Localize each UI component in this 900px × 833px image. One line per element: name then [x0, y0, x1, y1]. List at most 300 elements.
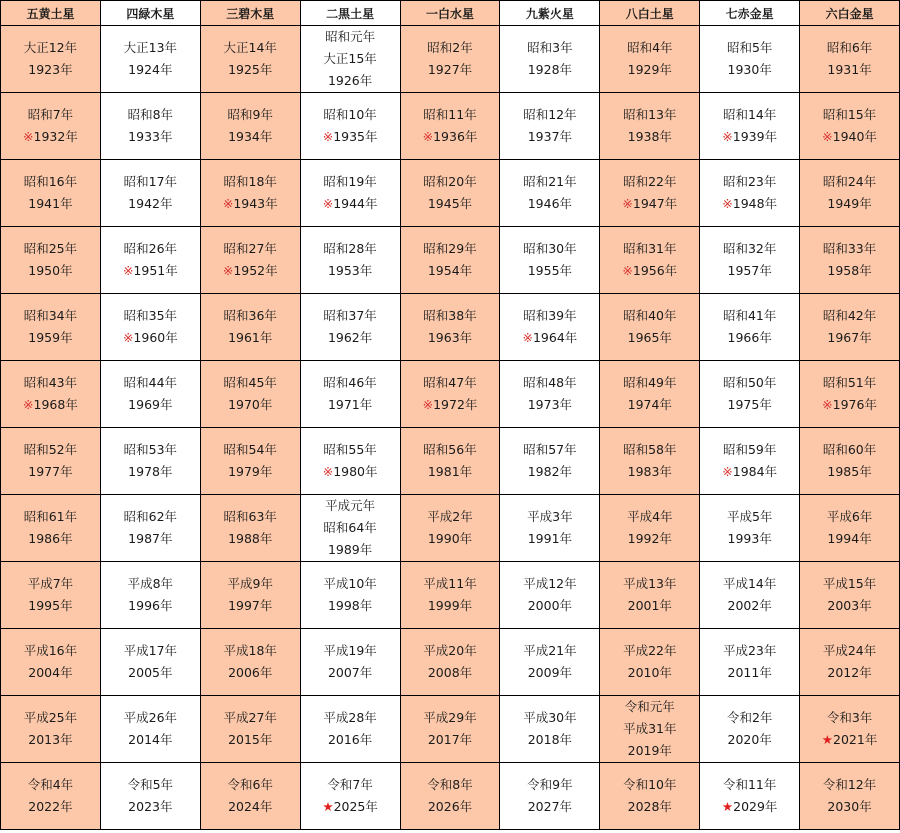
- year-text: 昭和59年: [722, 442, 777, 457]
- year-text: 1998年: [327, 598, 373, 613]
- year-text: 1924年: [128, 62, 173, 77]
- year-text: 1979年: [228, 464, 273, 479]
- year-text: 2018年: [527, 732, 573, 747]
- year-text: 昭和33年: [822, 241, 877, 256]
- year-line: [500, 461, 599, 483]
- year-line: [401, 126, 500, 148]
- year-line: [500, 774, 599, 796]
- year-line: [201, 729, 300, 751]
- year-cell: [600, 361, 700, 428]
- year-line: [201, 104, 300, 126]
- year-line: [600, 327, 699, 349]
- year-line: [500, 640, 599, 662]
- year-line: [401, 238, 500, 260]
- year-text: 2011年: [727, 665, 772, 680]
- year-text: 昭和4年: [627, 40, 673, 55]
- year-text: 昭和47年: [423, 375, 477, 390]
- year-line: [700, 305, 799, 327]
- year-line: [301, 48, 400, 70]
- year-text: 平成29年: [423, 710, 477, 725]
- year-cell: [400, 763, 500, 830]
- year-cell: [400, 629, 500, 696]
- year-line: [800, 394, 899, 416]
- year-text: 1983年: [627, 464, 672, 479]
- year-line: [700, 327, 799, 349]
- table-row: [1, 629, 900, 696]
- year-line: [1, 461, 100, 483]
- year-text: 令和8年: [427, 777, 473, 792]
- year-text: 2021年: [833, 732, 878, 747]
- year-text: 2017年: [427, 732, 473, 747]
- year-line: [600, 696, 699, 718]
- year-line: [600, 394, 699, 416]
- year-line: [101, 461, 200, 483]
- year-line: [401, 305, 500, 327]
- year-line: [800, 796, 899, 818]
- year-text: 昭和55年: [323, 442, 377, 457]
- year-text: 1982年: [527, 464, 573, 479]
- year-line: [500, 394, 599, 416]
- year-cell: [200, 160, 300, 227]
- year-text: 2014年: [128, 732, 173, 747]
- year-line: [301, 394, 400, 416]
- year-line: [600, 506, 699, 528]
- year-cell: [1, 562, 101, 629]
- year-cell: [600, 428, 700, 495]
- year-line: [101, 238, 200, 260]
- year-text: 1963年: [427, 330, 473, 345]
- year-text: 1948年: [732, 196, 778, 211]
- year-text: 1951年: [133, 263, 178, 278]
- year-line: [101, 37, 200, 59]
- year-line: [201, 171, 300, 193]
- year-text: 令和12年: [822, 777, 877, 792]
- year-line: [1, 573, 100, 595]
- year-text: 平成8年: [127, 576, 174, 591]
- year-cell: [100, 428, 200, 495]
- year-line: [301, 193, 400, 215]
- year-line: [700, 193, 799, 215]
- year-line: [301, 171, 400, 193]
- year-text: 2012年: [827, 665, 872, 680]
- year-cell: [100, 294, 200, 361]
- year-text: 2001年: [627, 598, 672, 613]
- year-line: [700, 461, 799, 483]
- year-text: 2006年: [228, 665, 273, 680]
- star-mark-icon: ★: [322, 799, 334, 814]
- year-text: 昭和3年: [527, 40, 573, 55]
- year-cell: [100, 696, 200, 763]
- year-line: [1, 238, 100, 260]
- year-cell: [1, 629, 101, 696]
- year-cell: [300, 696, 400, 763]
- column-header: 五黄土星: [1, 1, 101, 26]
- year-line: [800, 260, 899, 282]
- year-line: [800, 707, 899, 729]
- year-cell: [800, 629, 900, 696]
- column-header: 一白水星: [400, 1, 500, 26]
- year-text: 1980年: [333, 464, 378, 479]
- year-line: [500, 707, 599, 729]
- year-cell: [500, 495, 600, 562]
- year-text: 昭和7年: [27, 107, 74, 122]
- year-text: 平成10年: [323, 576, 377, 591]
- kome-mark-icon: ※: [322, 129, 334, 144]
- year-cell: [300, 160, 400, 227]
- year-text: 2029年: [733, 799, 778, 814]
- year-text: 2030年: [827, 799, 872, 814]
- year-text: 1956年: [632, 263, 678, 278]
- year-text: 1944年: [333, 196, 378, 211]
- year-line: [401, 394, 500, 416]
- year-cell: [300, 361, 400, 428]
- year-text: 平成26年: [123, 710, 178, 725]
- year-line: [500, 796, 599, 818]
- year-text: 平成12年: [523, 576, 577, 591]
- year-line: [1, 260, 100, 282]
- year-line: [301, 70, 400, 92]
- year-line: [700, 640, 799, 662]
- kome-mark-icon: ※: [222, 263, 234, 278]
- year-text: 2007年: [327, 665, 373, 680]
- year-line: [800, 729, 899, 751]
- year-line: [101, 394, 200, 416]
- year-line: [401, 729, 500, 751]
- year-line: [201, 662, 300, 684]
- table-row: [1, 294, 900, 361]
- year-line: [101, 59, 200, 81]
- year-line: [1, 707, 100, 729]
- year-cell: [100, 93, 200, 160]
- year-line: [301, 461, 400, 483]
- year-cell: [300, 227, 400, 294]
- year-text: 1987年: [128, 531, 173, 546]
- year-cell: [100, 160, 200, 227]
- year-line: [101, 640, 200, 662]
- year-line: [1, 171, 100, 193]
- year-line: [201, 595, 300, 617]
- year-line: [700, 662, 799, 684]
- year-line: [101, 439, 200, 461]
- year-text: 昭和元年: [325, 29, 376, 44]
- year-text: 昭和23年: [722, 174, 777, 189]
- year-line: [1, 439, 100, 461]
- year-text: 昭和62年: [123, 509, 178, 524]
- year-cell: [600, 93, 700, 160]
- year-line: [1, 126, 100, 148]
- year-line: [201, 372, 300, 394]
- year-line: [301, 539, 400, 561]
- year-line: [700, 796, 799, 818]
- year-text: 1923年: [28, 62, 73, 77]
- kome-mark-icon: ※: [122, 330, 134, 345]
- kome-mark-icon: ※: [622, 263, 633, 278]
- year-text: 昭和32年: [722, 241, 777, 256]
- year-cell: [700, 160, 800, 227]
- year-line: [201, 305, 300, 327]
- year-text: 2016年: [327, 732, 373, 747]
- year-text: 昭和16年: [23, 174, 78, 189]
- year-text: 2023年: [128, 799, 173, 814]
- year-line: [401, 595, 500, 617]
- year-text: 昭和39年: [523, 308, 577, 323]
- year-line: [101, 528, 200, 550]
- year-text: 1986年: [28, 531, 73, 546]
- year-text: 2003年: [827, 598, 872, 613]
- year-text: 昭和38年: [423, 308, 477, 323]
- year-text: 昭和25年: [23, 241, 78, 256]
- year-cell: [700, 361, 800, 428]
- year-text: 平成17年: [123, 643, 178, 658]
- year-line: [1, 506, 100, 528]
- year-text: 昭和36年: [223, 308, 277, 323]
- year-text: 1952年: [233, 263, 278, 278]
- year-text: 平成21年: [523, 643, 577, 658]
- year-text: 昭和21年: [523, 174, 577, 189]
- year-line: [401, 59, 500, 81]
- year-text: 1964年: [532, 330, 578, 345]
- year-text: 昭和30年: [523, 241, 577, 256]
- year-text: 平成5年: [726, 509, 773, 524]
- year-line: [500, 260, 599, 282]
- year-cell: [100, 361, 200, 428]
- year-line: [500, 104, 599, 126]
- year-text: 大正14年: [223, 40, 277, 55]
- table-row: [1, 562, 900, 629]
- year-cell: [800, 495, 900, 562]
- year-line: [700, 126, 799, 148]
- star-mark-icon: ★: [821, 732, 834, 747]
- year-line: [600, 104, 699, 126]
- year-line: [500, 59, 599, 81]
- year-text: 1938年: [627, 129, 672, 144]
- year-line: [600, 718, 699, 740]
- year-line: [401, 260, 500, 282]
- year-text: 1984年: [732, 464, 778, 479]
- year-text: 1943年: [233, 196, 278, 211]
- kome-mark-icon: ※: [222, 196, 234, 211]
- year-cell: [700, 26, 800, 93]
- year-text: 1931年: [827, 62, 872, 77]
- year-line: [700, 59, 799, 81]
- year-line: [101, 595, 200, 617]
- year-line: [500, 439, 599, 461]
- year-text: 1928年: [527, 62, 573, 77]
- year-line: [600, 193, 699, 215]
- year-line: [101, 171, 200, 193]
- year-text: 昭和40年: [623, 308, 677, 323]
- year-text: 2027年: [527, 799, 573, 814]
- year-line: [600, 740, 699, 762]
- year-text: 令和4年: [27, 777, 74, 792]
- year-cell: [1, 93, 101, 160]
- year-text: 1974年: [627, 397, 672, 412]
- year-line: [700, 104, 799, 126]
- year-text: 昭和24年: [822, 174, 877, 189]
- year-text: 1967年: [827, 330, 872, 345]
- year-text: 昭和17年: [123, 174, 178, 189]
- year-line: [600, 59, 699, 81]
- year-line: [201, 461, 300, 483]
- year-cell: [200, 361, 300, 428]
- year-text: 1934年: [228, 129, 273, 144]
- year-text: 2024年: [228, 799, 273, 814]
- year-text: 1999年: [427, 598, 473, 613]
- year-text: 令和10年: [623, 777, 677, 792]
- year-text: 昭和42年: [822, 308, 877, 323]
- table-body: [1, 26, 900, 830]
- year-text: 昭和28年: [323, 241, 377, 256]
- year-text: 昭和34年: [23, 308, 78, 323]
- year-line: [700, 595, 799, 617]
- kome-mark-icon: ※: [522, 330, 533, 345]
- year-text: 1950年: [28, 263, 73, 278]
- year-line: [500, 126, 599, 148]
- year-line: [1, 796, 100, 818]
- year-text: 昭和9年: [227, 107, 273, 122]
- year-line: [800, 104, 899, 126]
- year-text: 昭和2年: [427, 40, 473, 55]
- header-row: [1, 1, 900, 26]
- year-text: 平成18年: [223, 643, 277, 658]
- year-cell: [700, 696, 800, 763]
- year-cell: [700, 428, 800, 495]
- year-line: [401, 439, 500, 461]
- year-line: [1, 305, 100, 327]
- year-line: [101, 506, 200, 528]
- year-line: [1, 37, 100, 59]
- year-line: [500, 506, 599, 528]
- year-text: 平成13年: [623, 576, 677, 591]
- year-line: [1, 729, 100, 751]
- year-text: 昭和54年: [223, 442, 277, 457]
- year-text: 1975年: [727, 397, 772, 412]
- year-line: [500, 729, 599, 751]
- year-line: [500, 193, 599, 215]
- year-cell: [400, 26, 500, 93]
- year-text: 2022年: [28, 799, 73, 814]
- year-cell: [800, 696, 900, 763]
- year-text: 平成30年: [523, 710, 577, 725]
- year-line: [301, 260, 400, 282]
- year-line: [201, 193, 300, 215]
- year-text: 昭和12年: [523, 107, 577, 122]
- year-line: [301, 595, 400, 617]
- year-cell: [200, 428, 300, 495]
- year-line: [301, 707, 400, 729]
- year-text: 1927年: [427, 62, 473, 77]
- year-cell: [200, 495, 300, 562]
- year-cell: [1, 763, 101, 830]
- year-line: [1, 327, 100, 349]
- year-text: 昭和44年: [123, 375, 178, 390]
- column-header: 九紫火星: [500, 1, 600, 26]
- year-line: [700, 506, 799, 528]
- year-line: [101, 260, 200, 282]
- year-text: 1971年: [327, 397, 373, 412]
- year-line: [600, 573, 699, 595]
- year-text: 昭和13年: [623, 107, 677, 122]
- year-text: 令和5年: [127, 777, 174, 792]
- year-line: [700, 439, 799, 461]
- year-cell: [300, 763, 400, 830]
- year-cell: [800, 562, 900, 629]
- year-text: 平成6年: [826, 509, 873, 524]
- table-row: [1, 361, 900, 428]
- year-text: 1978年: [128, 464, 173, 479]
- year-cell: [200, 629, 300, 696]
- year-text: 1970年: [228, 397, 273, 412]
- year-line: [201, 37, 300, 59]
- column-header: 七赤金星: [700, 1, 800, 26]
- kome-mark-icon: ※: [822, 129, 833, 144]
- year-cell: [600, 227, 700, 294]
- year-line: [201, 774, 300, 796]
- year-cell: [600, 696, 700, 763]
- year-text: 1976年: [832, 397, 877, 412]
- year-text: 大正12年: [23, 40, 78, 55]
- year-line: [800, 774, 899, 796]
- year-text: 昭和58年: [623, 442, 677, 457]
- year-line: [800, 595, 899, 617]
- year-line: [201, 126, 300, 148]
- year-line: [301, 495, 400, 517]
- year-line: [500, 662, 599, 684]
- year-text: 2025年: [333, 799, 378, 814]
- year-line: [101, 372, 200, 394]
- year-text: 昭和27年: [223, 241, 277, 256]
- year-text: 1961年: [228, 330, 273, 345]
- year-line: [201, 528, 300, 550]
- year-line: [600, 662, 699, 684]
- year-cell: [200, 227, 300, 294]
- year-cell: [400, 160, 500, 227]
- year-line: [700, 260, 799, 282]
- year-line: [700, 528, 799, 550]
- year-cell: [600, 629, 700, 696]
- year-cell: [600, 562, 700, 629]
- table-row: [1, 763, 900, 830]
- year-text: 1985年: [827, 464, 872, 479]
- year-line: [700, 171, 799, 193]
- year-cell: [800, 294, 900, 361]
- year-cell: [100, 495, 200, 562]
- year-line: [800, 439, 899, 461]
- year-cell: [700, 227, 800, 294]
- year-text: 1942年: [128, 196, 173, 211]
- year-cell: [200, 763, 300, 830]
- year-text: 1937年: [527, 129, 573, 144]
- year-cell: [400, 696, 500, 763]
- year-line: [800, 171, 899, 193]
- year-text: 昭和56年: [423, 442, 477, 457]
- year-line: [500, 595, 599, 617]
- year-text: 平成22年: [623, 643, 677, 658]
- year-line: [401, 37, 500, 59]
- year-cell: [800, 160, 900, 227]
- year-cell: [300, 562, 400, 629]
- year-text: 平成27年: [223, 710, 277, 725]
- year-line: [800, 528, 899, 550]
- year-line: [201, 327, 300, 349]
- year-text: 昭和19年: [323, 174, 377, 189]
- year-line: [500, 171, 599, 193]
- year-line: [600, 372, 699, 394]
- year-text: 昭和15年: [822, 107, 877, 122]
- year-cell: [1, 361, 101, 428]
- year-text: 2000年: [527, 598, 573, 613]
- year-line: [1, 394, 100, 416]
